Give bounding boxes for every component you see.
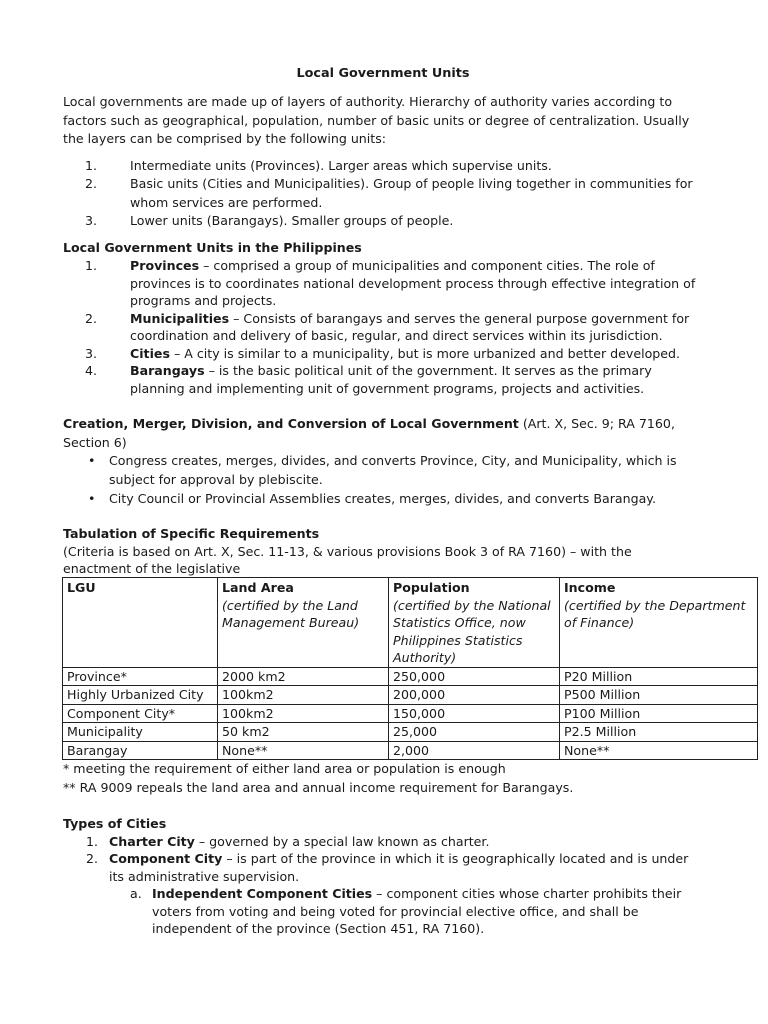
item-text: – is the basic political unit of the government. It serves as the primary planning and implementing unit of government programs, projects and activities. xyxy=(130,363,652,396)
layers-list xyxy=(63,157,703,231)
table-cell: 200,000 xyxy=(389,686,560,705)
section-heading-creation: Creation, Merger, Division, and Conversion of Local Government xyxy=(63,416,519,431)
item-number: 2. xyxy=(85,176,98,191)
item-text: – is part of the province in which it is geographically located and is under its administrative supervision. xyxy=(109,851,689,884)
table-cell: Highly Urbanized City xyxy=(63,686,218,705)
creation-bullets xyxy=(63,452,703,509)
table-row xyxy=(63,704,758,723)
table-cell: Barangay xyxy=(63,741,218,760)
intro-paragraph: Local governments are made up of layers of authority. Hierarchy of authority varies according to factors such as geographical, population, number of basic units or degree of centralization. Usually the layers can be comprised by the following units: xyxy=(63,94,690,146)
header-label: Population xyxy=(393,580,470,595)
table-cell: None** xyxy=(218,741,389,760)
list-item xyxy=(63,833,703,851)
table-header-row xyxy=(63,578,758,668)
list-item xyxy=(63,157,703,176)
header-label: Land Area xyxy=(222,580,294,595)
item-number: 4. xyxy=(85,363,98,378)
item-text: – component cities whose charter prohibits their voters from voting and being voted for provincial elective office, and shall be independent of the province (Section 451, RA 7160). xyxy=(152,886,682,936)
list-item xyxy=(63,257,703,310)
item-term: Independent Component Cities xyxy=(152,886,373,901)
table-cell: 100km2 xyxy=(218,704,389,723)
header-label: LGU xyxy=(67,580,96,595)
item-term: Cities xyxy=(130,345,170,361)
list-item xyxy=(63,175,703,212)
lgu-ph-list xyxy=(63,257,703,397)
header-note: (certified by the National Statistics Office, now Philippines Statistics Authority) xyxy=(393,597,551,665)
item-number: 1. xyxy=(86,833,99,849)
list-item xyxy=(63,212,703,231)
item-number: 1. xyxy=(85,157,98,173)
table-cell: 2,000 xyxy=(389,741,560,760)
page-title: Local Government Units xyxy=(296,66,470,81)
table-header-cell xyxy=(218,578,389,668)
item-number: 2. xyxy=(86,851,99,866)
table-cell: 250,000 xyxy=(389,667,560,686)
item-number: 1. xyxy=(85,258,98,273)
section-heading-types: Types of Cities xyxy=(63,816,167,831)
header-note: (certified by the Department of Finance) xyxy=(564,597,746,630)
table-cell: 25,000 xyxy=(389,723,560,742)
table-cell: P20 Million xyxy=(560,667,758,686)
footnote: ** RA 9009 repeals the land area and annual income requirement for Barangays. xyxy=(63,779,574,795)
item-text: – A city is similar to a municipality, but is more urbanized and better developed. xyxy=(169,345,681,361)
bullet-item: • Congress creates, merges, divides, and converts Province, City, and Municipality, which is subject for approval by plebiscite. xyxy=(63,452,703,489)
item-text: Lower units (Barangays). Smaller groups of people. xyxy=(130,213,454,228)
table-cell: 150,000 xyxy=(389,704,560,723)
table-cell: P2.5 Million xyxy=(560,723,758,742)
item-text: – governed by a special law known as charter. xyxy=(194,833,490,849)
item-number: 3. xyxy=(85,345,98,361)
item-term: Barangays xyxy=(130,363,205,378)
section-heading-tabulation: Tabulation of Specific Requirements xyxy=(63,525,320,541)
table-header-cell xyxy=(560,578,758,668)
footnote: * meeting the requirement of either land area or population is enough xyxy=(63,761,506,776)
list-item xyxy=(63,850,703,938)
document-page xyxy=(63,60,746,938)
item-text: – Consists of barangays and serves the general purpose government for coordination and delivery of basic, regular, and direct services within its jurisdiction. xyxy=(130,310,690,343)
item-term: Provinces xyxy=(130,258,200,273)
creation-heading-line xyxy=(63,415,703,452)
item-term: Component City xyxy=(109,851,223,866)
list-item xyxy=(63,362,703,397)
header-label: Income xyxy=(564,580,616,595)
list-item xyxy=(107,885,703,938)
section-heading-lgu-ph: Local Government Units in the Philippines xyxy=(63,239,362,255)
item-number: 3. xyxy=(85,213,98,228)
requirements-table xyxy=(62,577,758,760)
table-cell: Component City* xyxy=(63,704,218,723)
tabulation-criteria: (Criteria is based on Art. X, Sec. 11-13, & various provisions Book 3 of RA 7160) – with the enactment of the legislative xyxy=(63,544,632,576)
table-cell: Municipality xyxy=(63,723,218,742)
header-note: (certified by the Land Management Bureau) xyxy=(222,597,360,630)
item-text: Intermediate units (Provinces). Larger areas which supervise units. xyxy=(130,157,552,173)
table-cell: Province* xyxy=(63,667,218,686)
table-row xyxy=(63,686,758,705)
table-cell: None** xyxy=(560,741,758,760)
item-term: Charter City xyxy=(109,833,195,849)
table-cell: P100 Million xyxy=(560,704,758,723)
creation-reference: (Art. X, Sec. 9; RA 7160, Section 6) xyxy=(63,416,675,450)
table-row xyxy=(63,667,758,686)
list-item xyxy=(63,310,703,345)
item-text: – comprised a group of municipalities and component cities. The role of provinces is to coordinates national development process through effective integration of programs and projects. xyxy=(130,258,696,308)
item-number: a. xyxy=(130,886,142,901)
list-item xyxy=(63,345,703,363)
table-cell: P500 Million xyxy=(560,686,758,705)
table-cell: 100km2 xyxy=(218,686,389,705)
table-header-cell xyxy=(63,578,218,668)
table-row xyxy=(63,741,758,760)
bullet-item: • City Council or Provincial Assemblies creates, merges, divides, and converts Barangay. xyxy=(63,490,703,509)
item-term: Municipalities xyxy=(130,310,230,326)
types-list xyxy=(63,833,703,938)
item-text: Basic units (Cities and Municipalities). Group of people living together in communities for whom services are performed. xyxy=(130,176,693,210)
table-cell: 2000 km2 xyxy=(218,667,389,686)
table-row xyxy=(63,723,758,742)
item-number: 2. xyxy=(85,310,98,326)
table-cell: 50 km2 xyxy=(218,723,389,742)
table-header-cell xyxy=(389,578,560,668)
types-sub-list xyxy=(109,885,703,938)
